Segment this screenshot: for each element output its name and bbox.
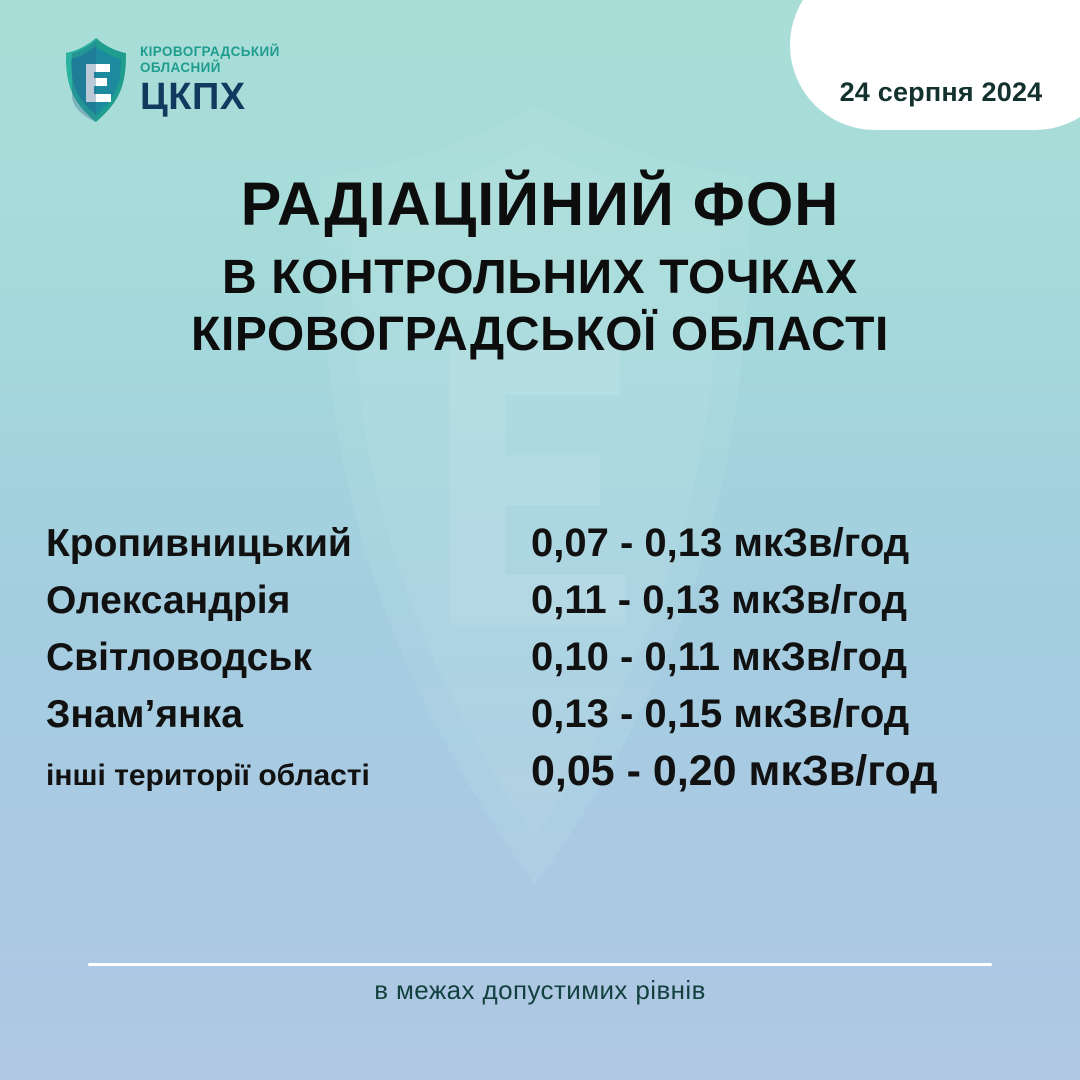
radiation-value: 0,13 - 0,15 мкЗв/год [531,691,910,736]
footer-note: в межах допустимих рівнів [374,975,706,1005]
footer-divider [88,963,992,966]
location-label: інші території області [46,759,370,793]
logo [62,36,280,124]
title-line-1: РАДІАЦІЙНИЙ ФОН [240,170,840,238]
date-badge-label: 24 серпня 2024 [839,77,1043,107]
location-label: Світловодськ [46,635,312,679]
measurements-table [46,520,1036,807]
logo-abbreviation: ЦКПХ [140,75,246,118]
shield-icon [62,36,130,124]
title-line-3: КІРОВОГРАДСЬКОЇ ОБЛАСТІ [191,307,889,361]
table-row [46,747,1036,796]
radiation-value: 0,05 - 0,20 мкЗв/год [531,747,938,796]
table-row [46,520,1036,567]
logo-text [140,44,280,118]
location-label: Кропивницький [46,522,352,565]
radiation-value: 0,10 - 0,11 мкЗв/год [531,634,907,679]
location-label: Знам’янка [46,692,243,736]
logo-line-1: КІРОВОГРАДСЬКИЙ [140,44,280,60]
page-title [0,172,1080,363]
logo-line-2: ОБЛАСНИЙ [140,59,221,75]
radiation-value: 0,11 - 0,13 мкЗв/год [531,577,907,622]
table-row [46,691,1036,738]
table-row [46,577,1036,624]
location-label: Олександрія [46,578,291,622]
date-badge [790,0,1080,130]
title-line-2: В КОНТРОЛЬНИХ ТОЧКАХ [222,250,858,304]
table-row [46,634,1036,681]
radiation-value: 0,07 - 0,13 мкЗв/год [531,521,910,565]
